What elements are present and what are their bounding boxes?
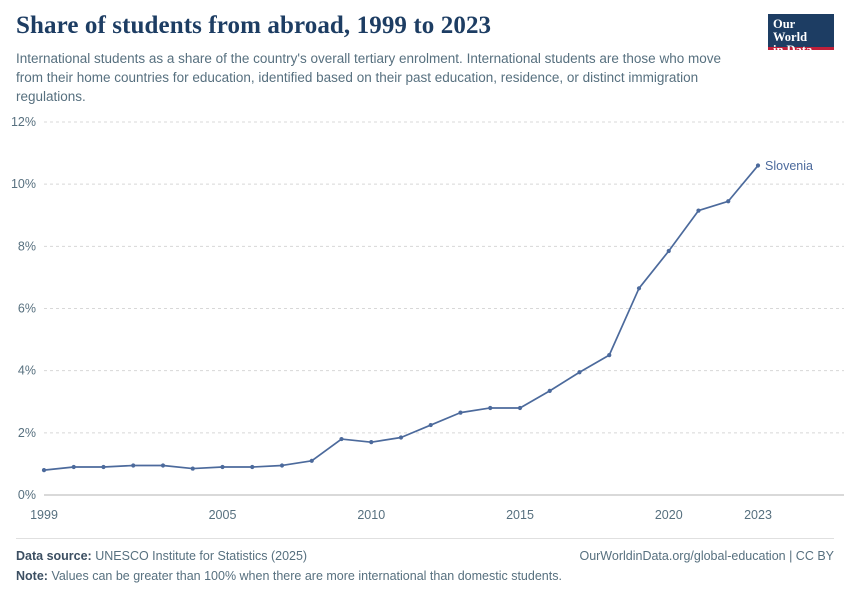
data-point[interactable] xyxy=(339,437,343,441)
series-line-slovenia[interactable] xyxy=(44,166,758,471)
data-point[interactable] xyxy=(458,411,462,415)
y-axis-tick-label: 8% xyxy=(17,239,36,254)
data-source-value: UNESCO Institute for Statistics (2025) xyxy=(95,548,308,563)
data-point[interactable] xyxy=(518,406,522,410)
y-axis-tick-label: 12% xyxy=(10,115,36,129)
data-point[interactable] xyxy=(369,440,373,444)
page-title: Share of students from abroad, 1999 to 2023 xyxy=(16,12,492,39)
y-axis-tick-label: 2% xyxy=(17,425,36,440)
data-point[interactable] xyxy=(42,468,46,472)
data-point[interactable] xyxy=(548,389,552,393)
x-axis-tick-label: 2023 xyxy=(744,508,772,522)
chart-subtitle: International students as a share of the country's overall tertiary enrolment. International students are those who move from their home countries for education, identified based on their past education, residence, or distinct immigration regulations. xyxy=(16,50,721,105)
note-label: Note: xyxy=(16,569,48,584)
owid-logo[interactable] xyxy=(768,14,834,57)
data-point[interactable] xyxy=(756,163,760,167)
data-point[interactable] xyxy=(726,199,730,203)
data-point[interactable] xyxy=(310,459,314,463)
data-point[interactable] xyxy=(72,465,76,469)
y-axis-tick-label: 4% xyxy=(17,363,36,378)
y-axis-tick-label: 10% xyxy=(10,177,36,192)
data-point[interactable] xyxy=(131,463,135,467)
data-point[interactable] xyxy=(488,406,492,410)
data-source xyxy=(16,547,307,566)
chart-plot-area[interactable] xyxy=(0,112,850,530)
data-point[interactable] xyxy=(161,463,165,467)
data-point[interactable] xyxy=(577,370,581,374)
data-point[interactable] xyxy=(696,208,700,212)
data-source-label: Data source: xyxy=(16,548,92,563)
x-axis-tick-label: 2010 xyxy=(357,508,386,522)
x-axis-tick-label: 2020 xyxy=(654,508,683,522)
x-axis-tick-label: 2005 xyxy=(208,508,237,522)
y-axis-tick-label: 0% xyxy=(17,488,36,502)
note-value: Values can be greater than 100% when there are more international than domestic students. xyxy=(51,569,562,584)
data-point[interactable] xyxy=(667,249,671,253)
y-axis-tick-label: 6% xyxy=(17,301,36,316)
chart-footer xyxy=(16,538,834,587)
attribution-link[interactable]: OurWorldinData.org/global-education | CC BY xyxy=(579,548,834,563)
data-point[interactable] xyxy=(191,466,195,470)
x-axis-tick-label: 1999 xyxy=(30,508,58,522)
logo-line-2: in Data xyxy=(773,43,813,57)
logo-line-1: Our World xyxy=(773,17,808,44)
data-point[interactable] xyxy=(220,465,224,469)
x-axis-tick-label: 2015 xyxy=(506,508,534,522)
data-point[interactable] xyxy=(280,463,284,467)
data-point[interactable] xyxy=(101,465,105,469)
chart-header xyxy=(16,12,756,106)
data-point[interactable] xyxy=(250,465,254,469)
data-point[interactable] xyxy=(429,423,433,427)
line-chart-svg[interactable] xyxy=(0,112,850,530)
series-label-slovenia: Slovenia xyxy=(765,159,813,174)
data-point[interactable] xyxy=(637,286,641,290)
data-point[interactable] xyxy=(607,353,611,357)
chart-note xyxy=(16,567,834,586)
data-point[interactable] xyxy=(399,435,403,439)
